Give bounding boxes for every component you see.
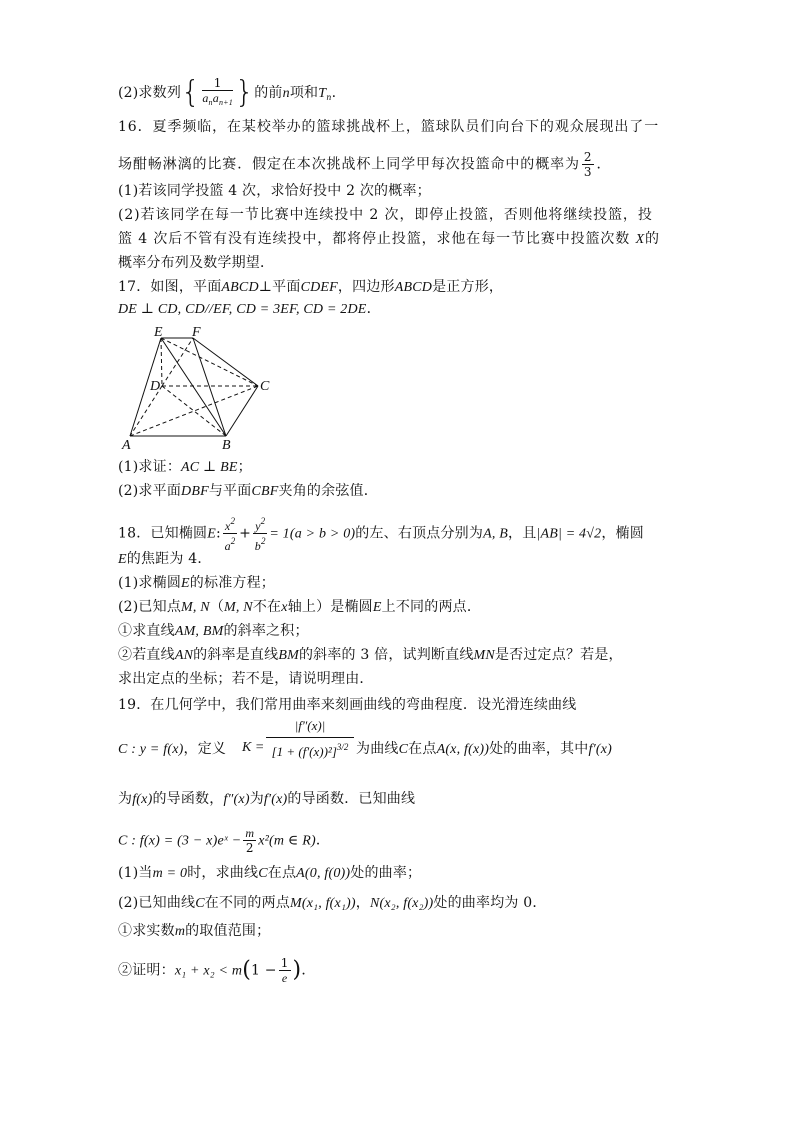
q16-line2-end: ． <box>596 156 612 173</box>
q17-text-a: 17．如图，平面 <box>118 279 222 295</box>
q19-line1: 19．在几何学中，我们常用曲率来刻画曲线的弯曲程度．设光滑连续曲线 <box>118 697 577 713</box>
q18-part2-b: （ <box>209 599 225 615</box>
q19-N-point: N(x₂, f(x₂)) <box>369 896 434 911</box>
q18-sub1 <box>118 622 309 641</box>
q18-x-axis: x <box>281 600 288 615</box>
q19-m: m <box>174 924 186 939</box>
q19-part2-c: ， <box>355 895 370 911</box>
q17-text-b: 平面 <box>272 279 301 295</box>
q18-E-2: E <box>372 600 382 615</box>
q17-CDEF: CDEF <box>300 280 338 295</box>
q18-b2: $b^2$ <box>254 536 266 553</box>
q19-line2-right <box>356 740 612 759</box>
q18-sub1-b: 的斜率之积； <box>223 623 309 639</box>
q17-part2-text-b: 与平面 <box>208 483 252 499</box>
q18-E-line2: E <box>118 552 127 567</box>
q19-line3-c: 为 <box>249 791 264 807</box>
q18-MN-2: M, N <box>224 600 253 615</box>
label-F: F <box>192 325 201 340</box>
left-brace: { <box>181 75 201 110</box>
q18-AN: AN <box>174 648 194 663</box>
q19-f2: f″(x) <box>223 792 250 807</box>
q19-m-den: 2 <box>245 841 254 855</box>
q18-line1: 18．已知椭圆E: $\frac{x^2}{a^2}$ + $\frac{y^2}{b^2}$ = 1(a > b > 0)的左、右顶点分别为A, B，且|AB| = 4√2，椭圆 <box>118 516 644 553</box>
q17-figure <box>118 322 278 452</box>
q15-part2 <box>118 76 336 110</box>
q17-part1-expr: AC ⊥ BE <box>181 460 238 475</box>
q16-part2-line1: (2)若该同学在每一节比赛中连续投中 2 次，即停止投篮，否则他将继续投篮，投 <box>118 207 653 223</box>
label-A: A <box>122 438 131 452</box>
q19-part2-d: 处的曲率均为 0． <box>433 895 547 911</box>
label-C: C <box>260 379 270 394</box>
q18-part2-a: (2)已知点 <box>118 599 182 615</box>
edge-EC <box>161 338 258 386</box>
q18-E: E <box>207 526 216 542</box>
q19-e-num: 1 <box>280 956 289 970</box>
q19-e-fraction <box>279 956 291 985</box>
edge-ED <box>161 338 162 386</box>
q16-part2-text: 篮 4 次后不管有没有连续投中，都将停止投篮，求他在每一节比赛中投篮次数 <box>118 231 631 247</box>
q19-line2-d: 处的曲率，其中 <box>489 741 589 757</box>
q17-part1 <box>118 458 252 477</box>
q19-K-num: |f″(x)| <box>266 718 354 738</box>
q19-part1-a: (1)当 <box>118 865 153 881</box>
q18-sub2-line2: 求出定点的坐标；若不是，请说明理由． <box>118 671 374 687</box>
q19-K-fraction <box>266 718 354 760</box>
q17-part2 <box>118 482 378 501</box>
q19-part2 <box>118 894 547 913</box>
q15-n: n <box>282 86 290 101</box>
q16-line1: 16．夏季频临，在某校举办的篮球挑战杯上，篮球队员们向台下的观众展现出了一 <box>118 119 660 135</box>
q15-frac-den: $a_na_{n+1}$ <box>202 91 233 107</box>
q19-part2-b: 在不同的两点 <box>204 895 290 911</box>
label-D: D <box>150 379 161 394</box>
q15-part2-text: (2)求数列 <box>118 85 182 101</box>
q19-part1-d: 处的曲率； <box>350 865 422 881</box>
q19-ineq: x₁ + x₂ < m <box>174 963 243 979</box>
q19-curve-end: ． <box>315 832 331 849</box>
q17-text-c: ，四边形 <box>337 279 395 295</box>
q19-line3-a: 为 <box>118 791 133 807</box>
q19-curve-expr: C : f(x) = (3 − x)eˣ − <box>118 833 242 849</box>
q19-part2-a: (2)已知曲线 <box>118 895 196 911</box>
q18-sub2-c: 的斜率的 3 倍，试判断直线 <box>298 647 474 663</box>
q16-part1: (1)若该同学投篮 4 次，求恰好投中 2 次的概率； <box>118 183 431 199</box>
q17-DBF: DBF <box>181 484 209 499</box>
q18-line2 <box>118 550 212 569</box>
q17-part1-text: (1)求证： <box>118 459 182 475</box>
q19-part1-c: 在点 <box>267 865 297 881</box>
q17-line2 <box>118 300 381 319</box>
q19-A-point: A(x, f(x)) <box>436 742 490 757</box>
q18-x2: $x^2$ <box>224 516 236 533</box>
edge-FC <box>193 338 258 386</box>
q19-M-point: M(x₁, f(x₁)) <box>289 896 356 911</box>
q19-part1-b: 时，求曲线 <box>187 865 259 881</box>
q18-part1-end: 的标准方程； <box>189 575 275 591</box>
q18-BM: BM <box>278 648 299 663</box>
q19-sub1 <box>118 922 270 941</box>
q15-end: . <box>331 85 337 101</box>
q18-sub1-a: ①求直线 <box>118 623 175 639</box>
q18-part2 <box>118 598 481 617</box>
q19-fx: f(x) <box>132 792 153 807</box>
q19-curve-b: x²(m ∈ R) <box>258 833 316 849</box>
q19-K: K = <box>242 740 265 755</box>
q18-text-c: ，且 <box>508 525 537 542</box>
q19-one-minus: 1 − <box>250 962 277 979</box>
q19-sub2-a: ②证明： <box>118 962 175 979</box>
q18-sub2-a: ②若直线 <box>118 647 175 663</box>
q16-part2-line3: 概率分布列及数学期望． <box>118 255 275 271</box>
q19-C: C <box>398 742 409 757</box>
q18-a2: $a^2$ <box>224 536 236 553</box>
q17-line2-end: ． <box>366 301 381 317</box>
q17-conditions: DE ⊥ CD, CD//EF, CD = 3EF, CD = 2DE <box>118 302 367 317</box>
q19-line3-d: 的导函数．已知曲线 <box>287 791 416 807</box>
q17-ABCD-2: ABCD <box>394 280 433 295</box>
q18-AB: A, B <box>483 526 508 542</box>
q19-sub1-a: ①求实数 <box>118 923 175 939</box>
edge-FB <box>193 338 226 436</box>
q17-part2-text-a: (2)求平面 <box>118 483 182 499</box>
q16-line2-text: 场酣畅淋漓的比赛．假定在本次挑战杯上同学甲每次投篮命中的概率为 <box>118 156 580 173</box>
q19-C-2: C <box>258 866 268 881</box>
q19-curve <box>118 826 330 855</box>
q19-line2-b: 为曲线 <box>356 741 399 757</box>
q18-text-b: 的左、右顶点分别为 <box>355 525 484 542</box>
q19-e-den: e <box>281 971 288 985</box>
q17-ABCD: ABCD <box>221 280 259 295</box>
q18-sub2-d: 是否过定点？若是， <box>494 647 623 663</box>
q17-CBF: CBF <box>251 484 279 499</box>
q19-m-fraction <box>243 826 256 855</box>
q15-text-b: 的前 <box>254 85 283 101</box>
q17-perp: ⊥ <box>258 279 273 295</box>
q19-C-eq: C : y = f(x) <box>118 742 184 757</box>
q17-part1-end: ； <box>237 459 252 475</box>
q16-prob-den: 3 <box>583 165 593 179</box>
label-B: B <box>222 438 231 452</box>
q15-text-c: 项和 <box>289 85 319 101</box>
q18-sub2 <box>118 646 623 665</box>
q19-K-exp: 3/2 <box>336 742 349 752</box>
q16-prob-num: 2 <box>583 150 593 164</box>
q17-line1 <box>118 278 503 297</box>
q18-line2-text: 的焦距为 4． <box>126 551 212 567</box>
right-brace: } <box>234 75 255 110</box>
edge-DB <box>162 386 226 436</box>
q17-part2-text-c: 夹角的余弦值． <box>278 483 378 499</box>
label-E: E <box>154 325 163 340</box>
q19-K-den: $[1 + (f'(x))^2]^{3/2}$ <box>271 742 349 759</box>
q18-part1-E: E <box>181 576 190 591</box>
q19-fprime: f′(x) <box>588 742 612 757</box>
q19-sub2: ②证明：x₁ + x₂ < m(1 − $\frac{1}{e}$ )． <box>118 956 316 985</box>
q19-A0: A(0, f(0)) <box>296 866 351 881</box>
q18-text-a: 18．已知椭圆 <box>118 525 208 542</box>
q18-sub2-b: 的斜率是直线 <box>193 647 279 663</box>
edge-EB <box>161 338 226 436</box>
q16-part2-text-b: 的 <box>645 231 660 247</box>
q19-part1 <box>118 864 421 883</box>
q19-f1: f′(x) <box>263 792 288 807</box>
q16-prob-fraction <box>582 150 595 179</box>
q19-line2-left <box>118 740 226 759</box>
q19-sub1-b: 的取值范围； <box>185 923 271 939</box>
q19-line3-b: 的导函数， <box>152 791 224 807</box>
q18-eq-rest: = 1(a > b > 0) <box>269 526 356 542</box>
q18-MN-line: MN <box>473 648 495 663</box>
q18-MN: M, N <box>181 600 210 615</box>
q15-T-sub: n <box>326 93 332 102</box>
q19-line3 <box>118 790 415 809</box>
q18-frac-y <box>253 514 267 553</box>
q18-part2-c: 不在 <box>252 599 282 615</box>
q18-y2: $y^2$ <box>255 516 266 533</box>
q18-frac-x <box>223 514 237 553</box>
q16-line2 <box>118 150 611 179</box>
edge-BC <box>226 386 258 436</box>
q18-part1-text: (1)求椭圆 <box>118 575 182 591</box>
q19-m-num: m <box>245 826 255 840</box>
q18-part2-e: 上不同的两点． <box>381 599 482 615</box>
q15-T: T <box>318 86 327 101</box>
q15-fraction <box>202 76 233 110</box>
q18-absAB: |AB| = 4√2 <box>536 526 602 542</box>
q19-m0: m = 0 <box>152 866 188 881</box>
q19-C-3: C <box>195 896 205 911</box>
q18-part2-d: 轴上）是椭圆 <box>287 599 373 615</box>
q16-part2-line2 <box>118 230 660 249</box>
q18-part1 <box>118 574 275 593</box>
q19-line2-c: 在点 <box>408 741 437 757</box>
q17-text-d: 是正方形， <box>432 279 504 295</box>
q15-frac-num: 1 <box>202 76 233 91</box>
q18-AM-BM: AM, BM <box>174 624 224 639</box>
q18-text-d: ，椭圆 <box>601 525 644 542</box>
q16-X: X <box>635 232 646 247</box>
q19-sub2-end: ． <box>301 962 316 979</box>
q19-line2-a: ，定义 <box>183 741 227 757</box>
